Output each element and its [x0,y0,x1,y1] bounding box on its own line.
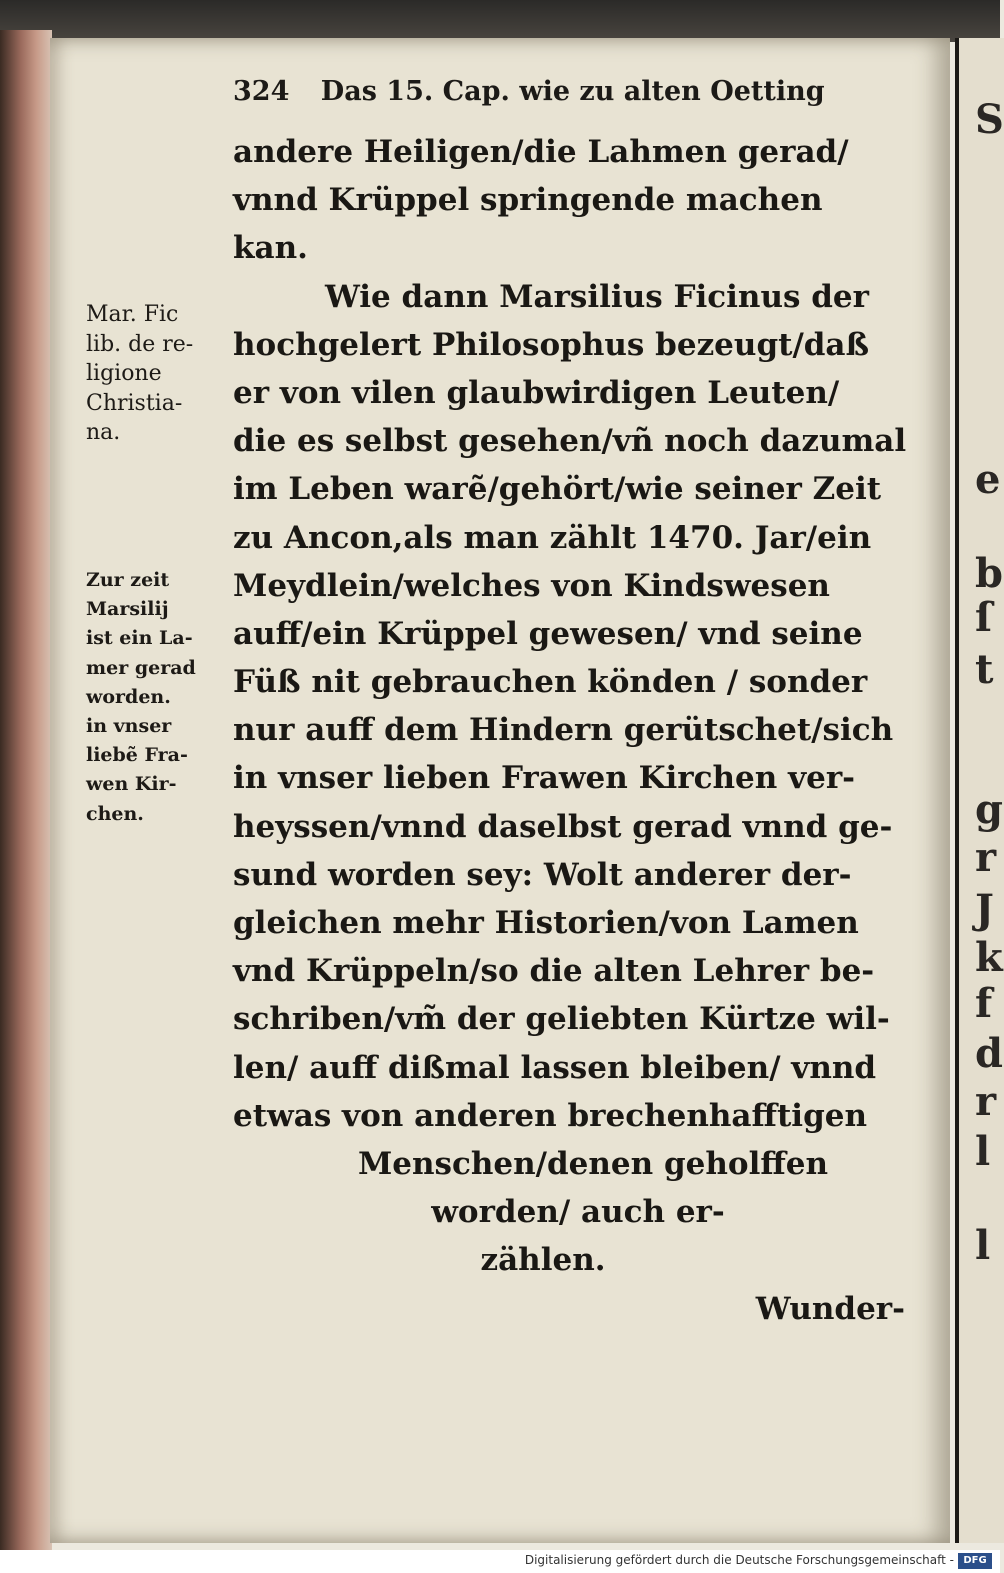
right-page-fragment: S [975,96,1004,143]
page-number: 324 [233,76,290,107]
catchword: Wunder- [755,1290,905,1327]
margin-note-line: Marsilij [86,598,169,621]
margin-note-line: ist ein La- [86,627,193,650]
right-page-fragment: J [975,886,994,933]
text-line: er von vilen glaubwirdigen Leuten/ [233,374,840,411]
text-line: zählen. [480,1242,606,1279]
margin-note-line: na. [86,420,121,445]
right-page-fragment: t [975,646,994,693]
digitization-credit: Digitalisierung gefördert durch die Deutsche Forschungsgemeinschaft - [524,1553,954,1567]
right-page-fragment: l [975,1128,991,1175]
margin-note-summary [86,566,226,829]
text-line: worden/ auch er- [431,1194,725,1231]
text-line: im Leben warẽ/gehört/wie seiner Zeit [233,471,882,508]
right-page-edge [955,38,1004,1543]
running-header [233,76,825,107]
text-line: Füß nit gebrauchen könden / sonder [233,664,868,701]
margin-note-line: ligione [86,361,162,386]
text-line: Wie dann Marsilius Ficinus der [325,278,869,315]
running-title: Das 15. Cap. wie zu alten Oetting [320,76,825,107]
text-line: nur auff dem Hindern gerütschet/sich [233,712,894,749]
margin-note-line: lib. de re- [86,331,194,357]
margin-note-line: Zur zeit [86,569,170,591]
margin-note-line: Christia- [86,390,183,416]
text-line: andere Heiligen/die Lahmen gerad/ [233,134,849,170]
text-line: vnd Krüppeln/so die alten Lehrer be- [233,953,875,990]
book-binding-top [0,0,1000,42]
right-page-fragment: k [975,934,1003,981]
margin-note-line: in vnser [86,715,172,738]
text-line: gleichen mehr Historien/von Lamen [233,905,859,941]
text-line: len/ auff dißmal lassen bleiben/ vnnd [233,1049,877,1086]
text-line: sund worden sey: Wolt anderer der- [233,856,852,893]
margin-note-line: chen. [86,802,144,825]
margin-note-line: liebẽ Fra- [86,744,188,767]
text-line: kan. [233,230,308,267]
right-page-fragment: f [975,980,993,1027]
right-page-fragment: r [975,834,997,881]
right-page-fragment: e [975,456,1001,503]
text-line: etwas von anderen brechenhafftigen [233,1097,868,1134]
text-line: heyssen/vnnd daselbst gerad vnnd ge- [233,808,893,845]
text-line: Meydlein/welches von Kindswesen [233,567,830,604]
main-text-block [233,128,913,1333]
margin-note-line: worden. [86,685,171,708]
margin-note-line: wen Kir- [86,773,177,796]
margin-note-line: mer gerad [86,656,196,679]
dfg-logo: DFG [958,1553,992,1569]
book-spine-edge [0,30,52,1550]
text-line: vnnd Krüppel springende machen [233,182,823,219]
right-page-fragment: g [975,786,1003,833]
margin-note-line: Mar. Fic [86,302,179,327]
text-line: in vnser lieben Frawen Kirchen ver- [233,760,856,797]
right-page-fragment: l [975,1222,991,1269]
text-line: schriben/vm̃ der geliebten Kürtze wil- [233,1001,890,1038]
right-page-fragment: b [975,550,1003,597]
text-line: die es selbst gesehen/vñ noch dazumal [233,423,907,460]
right-page-fragment: ſ [975,594,993,641]
right-page-fragment: r [975,1078,997,1125]
text-line: zu Ancon,als man zählt 1470. Jar/ein [233,519,872,556]
right-page-fragment: d [975,1030,1003,1077]
margin-note-citation [86,300,226,448]
text-line: auff/ein Krüppel gewesen/ vnd seine [233,615,863,652]
text-line: hochgelert Philosophus bezeugt/daß [233,326,870,363]
text-line: Menschen/denen geholffen [357,1145,829,1182]
